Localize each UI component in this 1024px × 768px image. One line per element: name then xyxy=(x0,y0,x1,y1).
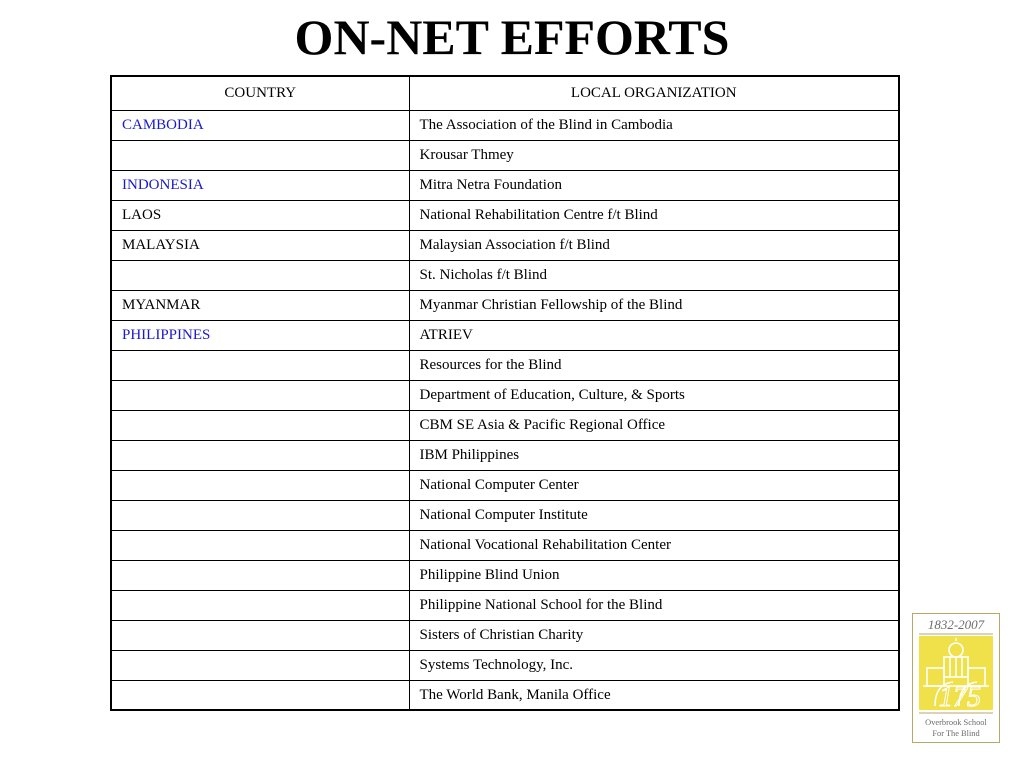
organization-cell: Philippine National School for the Blind xyxy=(409,590,899,620)
country-cell xyxy=(111,260,409,290)
organization-cell: St. Nicholas f/t Blind xyxy=(409,260,899,290)
organization-cell: IBM Philippines xyxy=(409,440,899,470)
organization-cell: Malaysian Association f/t Blind xyxy=(409,230,899,260)
page-title: ON-NET EFFORTS xyxy=(294,9,730,65)
country-cell: LAOS xyxy=(111,200,409,230)
table-row xyxy=(111,140,899,170)
organizations-table xyxy=(110,75,900,711)
organization-cell: The Association of the Blind in Cambodia xyxy=(409,110,899,140)
column-header-country: COUNTRY xyxy=(111,76,409,110)
organization-cell: National Rehabilitation Centre f/t Blind xyxy=(409,200,899,230)
organization-cell: National Computer Institute xyxy=(409,500,899,530)
table-row xyxy=(111,500,899,530)
organization-cell: Resources for the Blind xyxy=(409,350,899,380)
country-cell xyxy=(111,530,409,560)
country-cell xyxy=(111,410,409,440)
table-row xyxy=(111,290,899,320)
table-row xyxy=(111,590,899,620)
country-cell xyxy=(111,380,409,410)
table-row xyxy=(111,650,899,680)
logo-school-name-line2: For The Blind xyxy=(932,729,980,738)
table-row xyxy=(111,620,899,650)
column-header-organization: LOCAL ORGANIZATION xyxy=(409,76,899,110)
logo-years: 1832-2007 xyxy=(927,617,985,632)
organization-cell: CBM SE Asia & Pacific Regional Office xyxy=(409,410,899,440)
country-cell: MYANMAR xyxy=(111,290,409,320)
country-cell xyxy=(111,350,409,380)
table-row xyxy=(111,440,899,470)
table-row xyxy=(111,350,899,380)
country-cell: INDONESIA xyxy=(111,170,409,200)
organization-cell: Krousar Thmey xyxy=(409,140,899,170)
table-header-row xyxy=(111,76,899,110)
country-cell xyxy=(111,620,409,650)
logo-school-name-line1: Overbrook School xyxy=(925,718,987,727)
table-row xyxy=(111,320,899,350)
country-cell xyxy=(111,650,409,680)
country-cell xyxy=(111,560,409,590)
organization-cell: National Computer Center xyxy=(409,470,899,500)
organization-cell: Sisters of Christian Charity xyxy=(409,620,899,650)
organization-cell: ATRIEV xyxy=(409,320,899,350)
country-cell xyxy=(111,680,409,710)
country-cell xyxy=(111,500,409,530)
table-row xyxy=(111,380,899,410)
country-cell: CAMBODIA xyxy=(111,110,409,140)
organization-cell: National Vocational Rehabilitation Center xyxy=(409,530,899,560)
table-row xyxy=(111,170,899,200)
overbrook-school-logo xyxy=(912,613,1000,743)
logo-emblem-icon xyxy=(913,614,999,742)
table-body xyxy=(111,110,899,710)
organization-cell: Myanmar Christian Fellowship of the Blind xyxy=(409,290,899,320)
table-row xyxy=(111,560,899,590)
table-row xyxy=(111,680,899,710)
country-cell xyxy=(111,470,409,500)
organization-cell: Systems Technology, Inc. xyxy=(409,650,899,680)
organization-cell: Mitra Netra Foundation xyxy=(409,170,899,200)
organization-cell: The World Bank, Manila Office xyxy=(409,680,899,710)
table-row xyxy=(111,230,899,260)
organization-cell: Philippine Blind Union xyxy=(409,560,899,590)
organization-cell: Department of Education, Culture, & Sports xyxy=(409,380,899,410)
country-cell: MALAYSIA xyxy=(111,230,409,260)
country-cell: PHILIPPINES xyxy=(111,320,409,350)
table-row xyxy=(111,110,899,140)
table-row xyxy=(111,200,899,230)
table-row xyxy=(111,260,899,290)
country-cell xyxy=(111,440,409,470)
table-row xyxy=(111,410,899,440)
country-cell xyxy=(111,140,409,170)
table-row xyxy=(111,470,899,500)
svg-text:175: 175 xyxy=(939,682,981,713)
country-cell xyxy=(111,590,409,620)
table-row xyxy=(111,530,899,560)
